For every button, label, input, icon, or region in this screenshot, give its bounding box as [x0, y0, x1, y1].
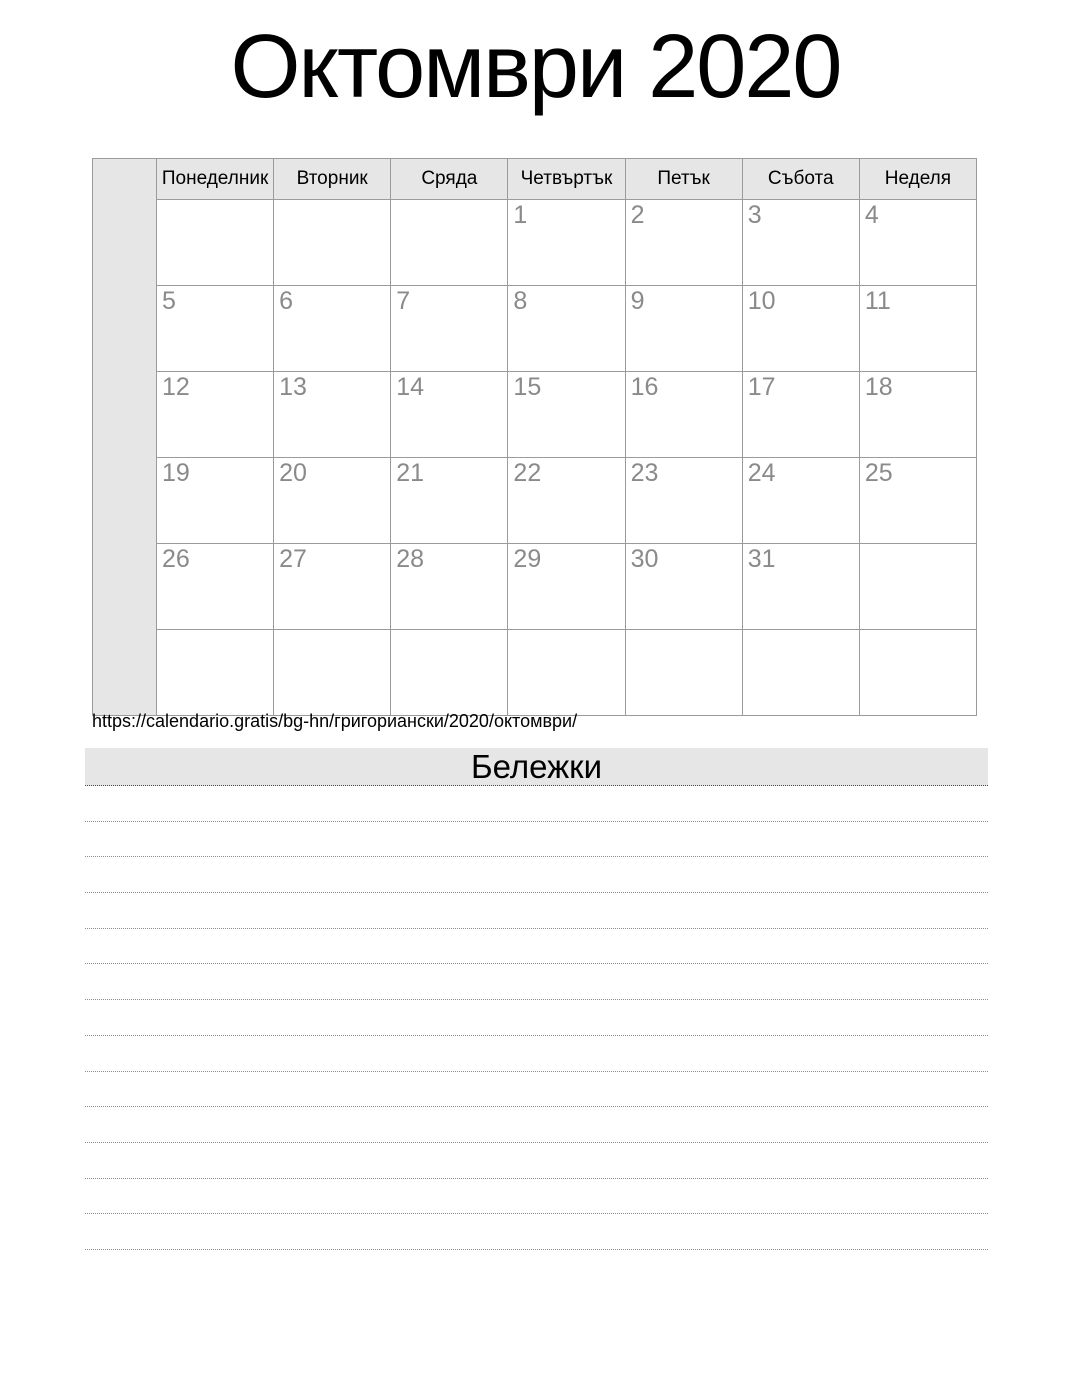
date-cell: [859, 544, 976, 630]
date-cell: 15: [508, 372, 625, 458]
calendar-week-row: [93, 630, 977, 716]
note-line: [85, 1143, 988, 1179]
date-cell: 20: [274, 458, 391, 544]
notes-title: Бележки: [85, 748, 988, 786]
date-cell: 27: [274, 544, 391, 630]
date-cell: [742, 630, 859, 716]
calendar-table: [92, 158, 977, 716]
date-cell: 4: [859, 200, 976, 286]
note-line: [85, 822, 988, 858]
date-cell: [391, 200, 508, 286]
note-line: [85, 1036, 988, 1072]
source-url: https://calendario.gratis/bg-hn/григориански/2020/октомври/: [92, 711, 578, 731]
day-header: Неделя: [859, 159, 976, 200]
note-line: [85, 1072, 988, 1108]
day-header: Петък: [625, 159, 742, 200]
note-line: [85, 857, 988, 893]
date-cell: 5: [157, 286, 274, 372]
notes-section: [85, 748, 988, 1250]
day-header: Понеделник: [157, 159, 274, 200]
date-cell: 26: [157, 544, 274, 630]
date-cell: [274, 200, 391, 286]
note-line: [85, 786, 988, 822]
date-cell: 1: [508, 200, 625, 286]
day-header: Вторник: [274, 159, 391, 200]
calendar-week-row: [93, 200, 977, 286]
calendar-week-row: [93, 286, 977, 372]
date-cell: 6: [274, 286, 391, 372]
note-line: [85, 1214, 988, 1250]
date-cell: 9: [625, 286, 742, 372]
date-cell: [157, 200, 274, 286]
calendar-week-row: [93, 458, 977, 544]
date-cell: 11: [859, 286, 976, 372]
date-cell: 7: [391, 286, 508, 372]
day-header: Четвъртък: [508, 159, 625, 200]
page-title: Октомври 2020: [230, 17, 841, 117]
date-cell: [274, 630, 391, 716]
date-cell: 10: [742, 286, 859, 372]
calendar-week-row: [93, 372, 977, 458]
day-header: Сряда: [391, 159, 508, 200]
date-cell: [157, 630, 274, 716]
date-cell: 28: [391, 544, 508, 630]
date-cell: 22: [508, 458, 625, 544]
date-cell: 29: [508, 544, 625, 630]
date-cell: [625, 630, 742, 716]
note-line: [85, 893, 988, 929]
date-cell: 17: [742, 372, 859, 458]
date-cell: 18: [859, 372, 976, 458]
date-cell: 2: [625, 200, 742, 286]
date-cell: 13: [274, 372, 391, 458]
calendar-header-row: [93, 159, 977, 200]
date-cell: 12: [157, 372, 274, 458]
date-cell: 19: [157, 458, 274, 544]
date-cell: 25: [859, 458, 976, 544]
note-line: [85, 929, 988, 965]
date-cell: [391, 630, 508, 716]
day-header: Събота: [742, 159, 859, 200]
date-cell: [859, 630, 976, 716]
note-line: [85, 964, 988, 1000]
week-number-column: [93, 159, 157, 716]
note-line: [85, 1000, 988, 1036]
note-line: [85, 1179, 988, 1215]
date-cell: 14: [391, 372, 508, 458]
date-cell: 21: [391, 458, 508, 544]
date-cell: 24: [742, 458, 859, 544]
date-cell: 8: [508, 286, 625, 372]
date-cell: 23: [625, 458, 742, 544]
note-line: [85, 1107, 988, 1143]
date-cell: 31: [742, 544, 859, 630]
calendar-week-row: [93, 544, 977, 630]
date-cell: 3: [742, 200, 859, 286]
date-cell: [508, 630, 625, 716]
date-cell: 30: [625, 544, 742, 630]
note-lines: [85, 786, 988, 1250]
date-cell: 16: [625, 372, 742, 458]
